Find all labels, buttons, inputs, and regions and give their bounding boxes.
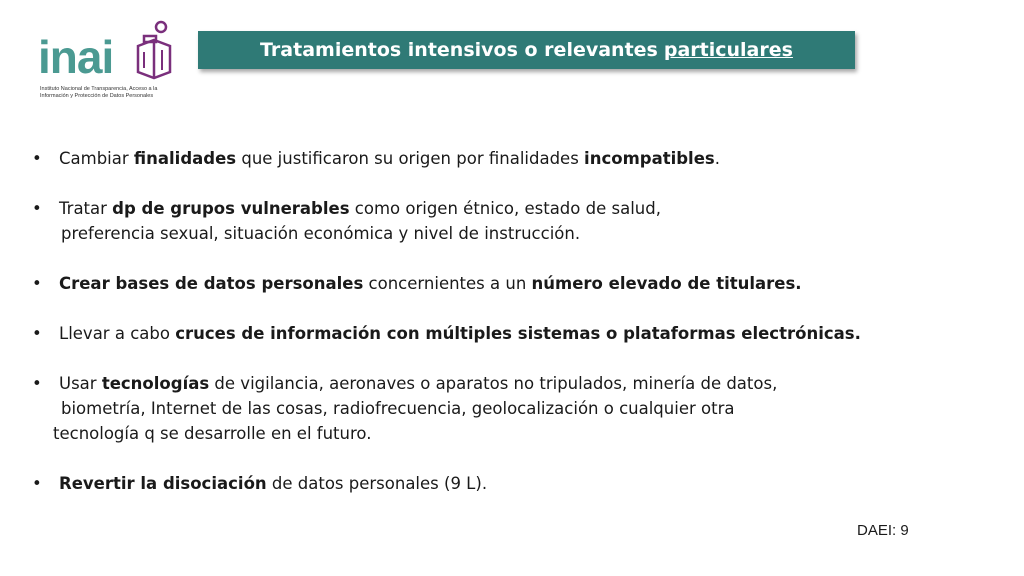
bullet-dot-icon: • xyxy=(32,274,42,293)
logo-caption-line-2: Información y Protección de Datos Personales xyxy=(40,93,154,99)
bold-text: cruces de información con múltiples sistemas o plataformas electrónicas. xyxy=(175,324,861,343)
bullet-dot-icon: • xyxy=(32,324,42,343)
bold-text: Revertir la disociación xyxy=(59,474,267,493)
slide-title: Tratamientos intensivos o relevantes xyxy=(260,39,658,61)
text: Cambiar xyxy=(59,149,134,168)
bullet-item-1 xyxy=(32,146,992,171)
text: Tratar xyxy=(59,199,113,218)
text: como origen étnico, estado de salud, xyxy=(349,199,661,218)
bullet-2-line-2: preferencia sexual, situación económica y nivel de instrucción. xyxy=(61,224,581,243)
slide-footer-label: DAEI: 9 xyxy=(857,522,909,539)
bullet-item-2 xyxy=(32,196,992,246)
bold-text: tecnologías xyxy=(101,374,210,393)
inai-emblem-icon xyxy=(134,20,174,80)
bold-text: número elevado de titulares. xyxy=(531,274,802,293)
bullet-dot-icon: • xyxy=(32,474,42,493)
text: . xyxy=(714,149,720,168)
logo-wordmark: inai xyxy=(38,31,114,83)
bold-text: finalidades xyxy=(133,149,237,168)
bullet-1-line-1 xyxy=(59,146,720,171)
logo-caption-line-1: Instituto Nacional de Transparencia, Acceso a la xyxy=(40,86,158,92)
bullet-item-6 xyxy=(32,471,992,496)
bullet-item-3 xyxy=(32,271,992,296)
text: de vigilancia, aeronaves o aparatos no tripulados, minería de datos, xyxy=(209,374,778,393)
inai-logo xyxy=(38,20,188,110)
bullet-item-4 xyxy=(32,321,992,346)
bullet-dot-icon: • xyxy=(32,374,42,393)
text: de datos personales (9 L). xyxy=(266,474,488,493)
bullet-list xyxy=(32,146,992,521)
bullet-6-line-1 xyxy=(59,471,487,496)
bullet-4-line-1 xyxy=(59,321,861,346)
bold-text: Crear bases de datos personales xyxy=(59,274,364,293)
bullet-dot-icon: • xyxy=(32,149,42,168)
bullet-5-line-1 xyxy=(59,371,777,396)
slide-title-underlined: particulares xyxy=(663,39,793,61)
text: que justificaron su origen por finalidades xyxy=(236,149,585,168)
bullet-3-line-1 xyxy=(59,271,802,296)
text: Llevar a cabo xyxy=(59,324,176,343)
logo-caption xyxy=(40,86,180,100)
text: concernientes a un xyxy=(363,274,532,293)
text: Usar xyxy=(59,374,102,393)
bullet-5-line-3: tecnología q se desarrolle en el futuro. xyxy=(53,424,372,443)
bullet-item-5 xyxy=(32,371,992,446)
bullet-2-line-1 xyxy=(59,196,661,221)
bold-text: dp de grupos vulnerables xyxy=(112,199,350,218)
bold-text: incompatibles xyxy=(584,149,715,168)
bullet-dot-icon: • xyxy=(32,199,42,218)
slide-title-banner xyxy=(198,31,855,69)
bullet-5-line-2: biometría, Internet de las cosas, radiofrecuencia, geolocalización o cualquier otra xyxy=(61,399,735,418)
